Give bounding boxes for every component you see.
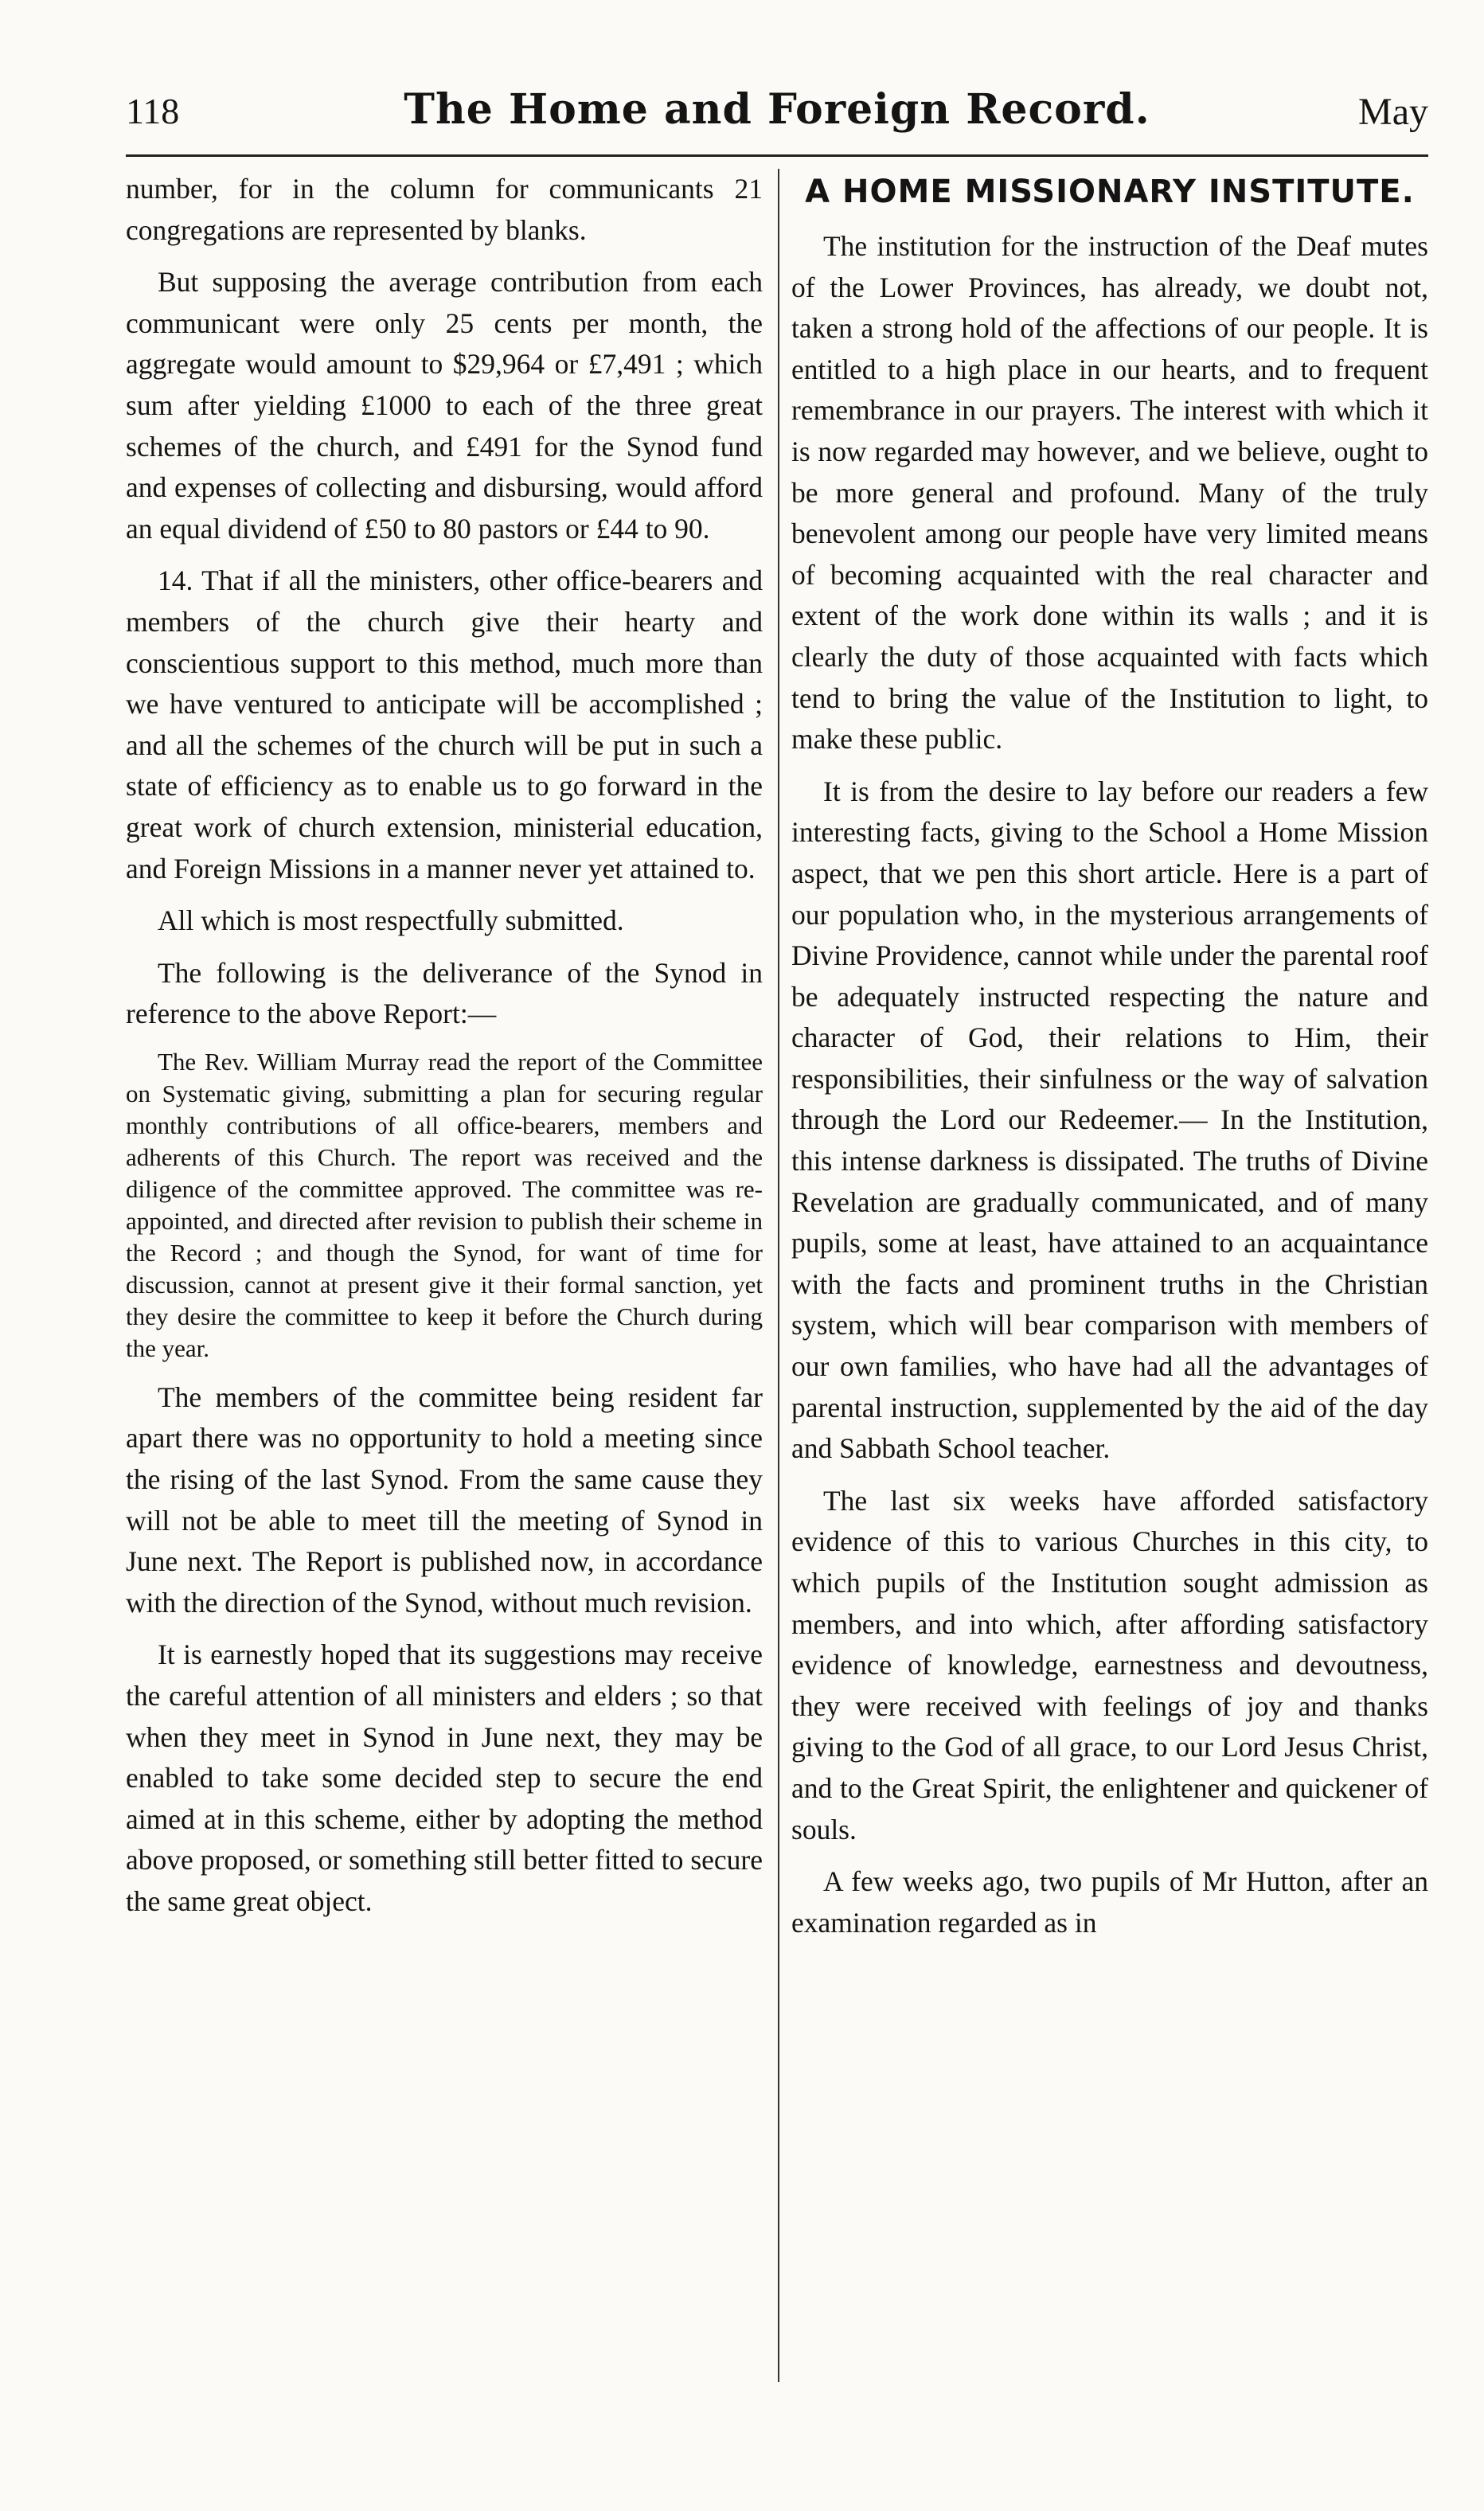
article-heading: A HOME MISSIONARY INSTITUTE. [805,174,1415,210]
paragraph: But supposing the average contribution from each communicant were only 25 cents per month, the aggregate would amount to $29,964 or £7,491 ; which sum after yielding £1000 to each of the three great schemes of the church, and £491 for the Synod fund and expenses of collecting and disbursing, would afford an equal dividend of £50 to 80 pastors or £44 to 90. [126,266,763,545]
right-column [791,169,1428,2382]
paragraph: The members of the committee being resident far apart there was no opportunity to hold a meeting since the rising of the last Synod. From the same cause they will not be able to meet till the meeting of Synod in June next. The Report is published now, in accordance with the direction of the Synod, without much revision. [126,1380,763,1619]
paragraph: The institution for the instruction of the Deaf mutes of the Lower Provinces, has already, we doubt not, taken a strong hold of the affections of our people. It is entitled to a high place in our hearts, and to frequent remembrance in our prayers. The interest with which it is now regarded may however, and we believe, ought to be more general and profound. Many of the truly benevolent among our people have very limited means of becoming acquainted with the real character and extent of the work done within its walls ; and it is clearly the duty of those acquainted with facts which tend to bring the value of the Institution to light, to make these public. [791,230,1428,756]
page-number: 118 [126,91,180,131]
paragraph: The following is the deliverance of the Synod in reference to the above Report:— [126,956,763,1030]
paragraph: A few weeks ago, two pupils of Mr Hutton, after an examination regarded as in [791,1865,1428,1939]
paragraph: All which is most respectfully submitted. [158,904,624,937]
paragraph: 14. That if all the ministers, other office-bearers and members of the church give their hearty and conscientious support to this method, much more than we have ventured to anticipate will be accomplished ; and all the schemes of the church will be put in such a state of efficiency as to enable us to go forward in the great work of church extension, ministerial education, and Foreign Missions in a manner never yet attained to. [126,564,763,885]
paragraph: It is earnestly hoped that its suggestions may receive the careful attention of all ministers and elders ; so that when they meet in Synod in June next, they may be enabled to take some decided step to secure the end aimed at in this scheme, either by adopting the method above proposed, or something still better fitted to secure the same great object. [126,1638,763,1917]
issue-month: May [1358,91,1428,133]
left-column [126,169,763,2382]
header-rule [126,154,1428,157]
paragraph: The last six weeks have afforded satisfactory evidence of this to various Churches in this city, to which pupils of the Institution sought admission as members, and into which, after affording satisfactory evidence of knowledge, earnestness and devoutness, they were received with feelings of joy and thanks giving to the God of all grace, to our Lord Jesus Christ, and to the Great Spirit, the enlightener and quickener of souls. [791,1484,1428,1845]
page-header [126,84,1428,147]
paragraph: number, for in the column for communicants 21 congregations are represented by blanks. [126,173,763,246]
running-title: The Home and Foreign Record. [404,85,1150,134]
paragraph: It is from the desire to lay before our readers a few interesting facts, giving to the School a Home Mission aspect, that we pen this short article. Here is a part of our population who, in the mysterious arrangements of Divine Providence, cannot while under the parental roof be adequately instructed respecting the nature and character of God, their relations to Him, their responsibilities, their sinfulness or the way of salvation through the Lord our Redeemer.— In the Institution, this intense darkness is dissipated. The truths of Divine Revelation are gradually communicated, and of many pupils, some at least, have attained to an acquaintance with the facts and prominent truths in the Christian system, which will bear comparison with members of our own families, who have had all the advantages of parental instruction, supplemented by the aid of the day and Sabbath School teacher. [791,775,1428,1465]
synod-deliverance: The Rev. William Murray read the report of the Committee on Systematic giving, submitting a plan for securing regular monthly contributions of all office-bearers, members and adherents of this Church. The report was received and the diligence of the committee approved. The committee was re-appointed, and directed after revision to publish their scheme in the Record ; and though the Synod, for want of time for discussion, cannot at present give it their formal sanction, yet they desire the committee to keep it before the Church during the year. [126,1047,763,1362]
column-divider [778,169,779,2382]
